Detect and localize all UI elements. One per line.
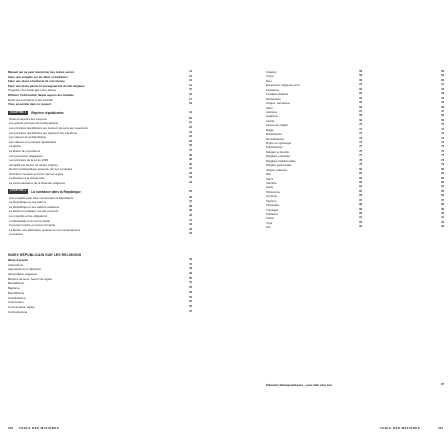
toc-entry-page: 41 [189, 218, 192, 222]
index-entry-page: 71 [441, 127, 444, 131]
index-entry-page: 69 [441, 118, 444, 122]
index-entry-page: 70 [359, 123, 362, 127]
index-entry-title: Laïcité [266, 118, 275, 123]
index-entry-title: Mythe et mythologie [266, 141, 292, 145]
index-entry-page: 93 [441, 225, 444, 229]
index-entry-page: 83 [359, 180, 362, 184]
index-entry-title: Vodou [266, 216, 274, 221]
index-entry-page: 66 [359, 105, 362, 109]
index-entry-title: Yoga [266, 220, 273, 225]
index-entry-page: 75 [359, 145, 362, 149]
index-entry-title: Besoins de sens, besoin de règles [8, 276, 53, 281]
index-entry-page: 85 [441, 189, 444, 193]
index-entry-title: Expérience religieuse et foi [266, 83, 300, 88]
index-entry [378, 225, 444, 229]
toc-entry-page: 26 [189, 144, 192, 148]
index-column-1 [266, 70, 362, 230]
toc-entry-title: Les personnes religieuses [9, 153, 43, 158]
index-entry-title: Islam [266, 105, 273, 110]
index-entry-page: 53 [189, 290, 192, 294]
index-entry [8, 310, 192, 315]
index-entry-page: 87 [441, 198, 444, 202]
index-entry-page: 67 [441, 109, 444, 113]
index-entry-page: 77 [359, 154, 362, 158]
toc-entry [8, 181, 192, 186]
right-running-title: TABLE DES MATIÈRES [380, 426, 421, 430]
index-entry-title: Manichéisme [266, 132, 283, 137]
index-entry-page: 47 [189, 262, 192, 266]
index-entry-page: 85 [359, 189, 362, 193]
chapter-tag: CHAPITRE 1 [10, 110, 27, 114]
index-entry-page: 70 [441, 123, 444, 127]
index-entry-page: 51 [189, 281, 192, 285]
index-entry-title: Images, caricatures [266, 101, 291, 106]
index-entry-page: 61 [441, 83, 444, 87]
toc-entry-title: Les principes républicains qui régissent les situations [9, 130, 77, 135]
index-entry-page: 80 [441, 167, 444, 171]
index-entry-page: 66 [441, 105, 444, 109]
left-page-number: 100 [8, 426, 14, 430]
index-entry-page: 78 [359, 158, 362, 162]
index-entry-page: 74 [441, 141, 444, 144]
index-entry-page: 60 [441, 78, 444, 82]
index-entry-page: 84 [359, 185, 362, 189]
toc-entry-page: 16 [189, 92, 192, 96]
toc-entry-title: Les grands principes de la République [9, 121, 59, 126]
index-entry-page: 64 [441, 96, 444, 100]
toc-entry-title: La République et ses valeurs [9, 200, 47, 205]
toc-entry-title: Manuel qui ne peut interpréter des textes sacrés [8, 70, 75, 74]
index-entry-page: 73 [359, 136, 362, 140]
index-entry-title: Mode d'emploi [8, 258, 29, 262]
chapter-heading [8, 189, 192, 195]
toc-entry-page: 33 [189, 176, 192, 180]
index-entry-page: 82 [359, 176, 362, 180]
toc-entry-title: L'éducation à la citoyenneté [9, 176, 45, 181]
index-entry-page: 88 [441, 203, 444, 207]
toc-entry-title: Comment mettre en œuvre la laïcité [9, 223, 56, 228]
toc-entry-title: La laïcité en pratique: les cas concrets [9, 209, 59, 214]
bibliography-title: Éléments bibliographiques – pour aller plus loin [266, 383, 333, 387]
index-entry-page: 81 [359, 172, 362, 176]
index-entry-title: Dieu [266, 78, 272, 83]
toc-entry-page: 28 [189, 153, 192, 157]
index-entry-page: 89 [359, 207, 362, 211]
toc-entry-title: La République et ses valeurs solidaires [9, 204, 60, 209]
toc-entry-page: 14 [189, 83, 192, 87]
index-entry-title: Confucianisme [8, 309, 28, 314]
index-entry-title: Alimentation religieuse [8, 272, 38, 277]
index-entry-page: 49 [189, 272, 192, 276]
index-entry-page: 65 [359, 101, 362, 105]
index-entry-title: Symbole [266, 194, 277, 199]
toc-entry-page: 38 [189, 204, 192, 208]
index-entry-page: 86 [359, 194, 362, 198]
index-entry-page: 84 [441, 185, 444, 189]
index-entry-page: 92 [359, 220, 362, 224]
index-entry-page: 81 [441, 172, 444, 176]
index-entry-page: 91 [359, 216, 362, 220]
index-entry-page: 63 [359, 92, 362, 96]
toc-entry-page: 18 [189, 102, 192, 106]
index-entry-page: 62 [359, 87, 362, 91]
index-entry-page: 55 [189, 300, 192, 304]
toc-entry-page: 25 [189, 139, 192, 143]
toc-entry-title: La reconnaissance de la diversité religieuse [9, 181, 66, 186]
index-entry-page: 65 [441, 101, 444, 105]
index-entry-page: 78 [441, 158, 444, 162]
index-entry-page: 63 [441, 92, 444, 96]
index-entry-page: 48 [189, 267, 192, 271]
toc-entry-title: Organiser des échanges entre élèves [8, 88, 57, 93]
toc-entry-title: Droits et devoirs des citoyens [9, 116, 47, 121]
index-entry-title: religion collective [266, 167, 288, 172]
chapter-title: Repères républicains [31, 110, 64, 115]
index-entry-title: Liberté de religion [266, 123, 289, 128]
toc-entry-title: Accueillir les élèves de toutes origines [9, 162, 58, 167]
index-entry-page: 72 [359, 132, 362, 136]
left-footer [8, 426, 59, 430]
toc-entry-page: 32 [189, 171, 192, 175]
index-entry-title: Fondamentalisme [266, 92, 289, 97]
intro-entries [8, 70, 192, 107]
toc-entry-page: 29 [189, 158, 192, 162]
toc-entry-title: Les principes républicains qui donnent du sens aux questions [9, 125, 88, 130]
index-entry-page: 71 [359, 127, 362, 131]
index-entry-page: 62 [441, 87, 444, 91]
index-entry-title: Religions orientales [266, 154, 291, 159]
index-entry-title: Monothéismes [266, 136, 285, 141]
index-entry-title: Adventisme [8, 262, 24, 267]
toc-entry-title: La laïcité, une alternative positive au communautarisme [9, 227, 81, 232]
index-entry-page: 76 [359, 149, 362, 153]
toc-entry [8, 102, 192, 107]
toc-entry-title: Les interdits et les obligations [9, 214, 47, 219]
index-entry-title: Théologie [266, 207, 279, 212]
index-entry-page: 75 [441, 145, 444, 149]
index-entry-page: 91 [441, 216, 444, 220]
toc-entry-title: Conclusion [9, 232, 24, 237]
right-page-number: 101 [438, 426, 444, 430]
toc-entry-title: Faire une place pleine à l'enseignement du fait religieux [8, 83, 85, 88]
index-entry-page: 86 [441, 194, 444, 198]
index-entry-title: Bouddhisme [8, 281, 25, 286]
toc-entry-page: 27 [189, 148, 192, 152]
index-entry-title: Taoïsme [266, 198, 277, 203]
toc-entry-title: La liberté de conscience [9, 148, 41, 153]
index-entry-page: 69 [359, 118, 362, 122]
index-entry-title: Bouddhisme [8, 290, 25, 295]
index-entry-page: 83 [441, 180, 444, 184]
chapter-title: La confiance dans la République [31, 189, 81, 194]
left-toc [8, 70, 192, 237]
index-entry-title: Rite [266, 172, 271, 177]
toc-entry-title: Vivre ensemble dans le respect [8, 102, 52, 107]
index-entry-page: 56 [189, 304, 192, 308]
index-entry-title: Polythéismes [266, 145, 283, 150]
index-title: INDEX RÉPUBLICAIN SUR LES RELIGIONS [8, 253, 82, 257]
toc-entry-title: Structurer l'espace commun par les règles [9, 171, 64, 176]
toc-entry-page: 40 [189, 214, 192, 218]
index-entry-page: 79 [359, 163, 362, 167]
toc-entry-title: Une enquête pour faire comprendre la République [9, 195, 74, 200]
index-entry-page: 67 [359, 109, 362, 113]
toc-entry-page: 39 [189, 209, 192, 213]
index-entry-title: Fanatisme [266, 87, 280, 92]
index-entry-page: 54 [189, 295, 192, 299]
toc-entry-page: 30 [189, 162, 192, 166]
toc-entry-page: 12 [189, 74, 192, 78]
toc-entry-page: 44 [189, 232, 192, 236]
toc-entry-page: 37 [189, 200, 192, 204]
index-column-2 [378, 70, 444, 230]
chapter-heading [8, 110, 192, 116]
left-running-title: TABLE DES MATIÈRES [19, 426, 60, 430]
index-entry-page: 46 [189, 258, 192, 261]
index-entry-title: Sacrifice [266, 180, 277, 185]
index-entry-page: 92 [441, 220, 444, 224]
toc-entry-page: 17 [189, 97, 192, 101]
index-entry-page: 87 [359, 198, 362, 202]
toc-entry-title: Faire une place à la liberté de conscience [8, 79, 65, 84]
index-entry-title: Zen [266, 225, 271, 230]
toc-entry-title: Faire une enquête sur les fêtes et traditions [8, 74, 68, 79]
index-entry-page: 74 [359, 141, 362, 144]
toc-entry-title: Les valeurs et symboles républicains [9, 139, 57, 144]
toc-entry-page: 36 [189, 195, 192, 199]
index-entry-page: 93 [359, 225, 362, 229]
index-entry [266, 225, 362, 229]
index-entry-page: 77 [441, 154, 444, 158]
index-entry-title: Sacré [266, 176, 274, 181]
index-entry-title: Religion personnelle, [266, 163, 293, 168]
index-entry-page: 58 [441, 70, 444, 73]
toc-entry-page: 43 [189, 227, 192, 231]
toc-entry-page: 23 [189, 130, 192, 134]
index-entry-page: 90 [359, 212, 362, 215]
toc-entry-page: 11 [189, 70, 192, 73]
index-entry-title: Communauté, église [8, 304, 35, 309]
index-entry-page: 68 [359, 114, 362, 118]
index-entry-page: 50 [189, 276, 192, 280]
toc-entry-page: 22 [189, 125, 192, 129]
chapter-page: 35 [189, 190, 192, 194]
index-entry-title: Magie [266, 127, 274, 132]
index-entry-page: 64 [359, 96, 362, 100]
chapter-tag: CHAPITRE 2 [10, 189, 27, 193]
index-entry-title: Agnosticisme et athéisme [8, 267, 41, 272]
toc-entry-page: 21 [189, 121, 192, 125]
index-entry-title: Jaïnisme [266, 109, 278, 114]
index-entry-page: 52 [189, 286, 192, 290]
toc-entry-title: Les principes de la loi de 1905 [9, 158, 49, 163]
index-entry-page: 58 [359, 70, 362, 73]
toc-entry [8, 232, 192, 237]
index-entry-title: Création [266, 70, 277, 74]
toc-entry-title: La laïcité [9, 144, 21, 149]
toc-entry-page: 31 [189, 167, 192, 171]
toc-entry-page: 24 [189, 135, 192, 139]
toc-entry-title: Éviter les exclusions et les interdits [8, 97, 53, 102]
index-entry-title: Baptême [8, 286, 20, 291]
toc-entry-title: Diffuser l'information laïque auprès des familles [8, 92, 74, 97]
toc-entry-page: 13 [189, 79, 192, 83]
index-entry-page: 76 [441, 149, 444, 153]
right-page [224, 0, 448, 448]
bibliography-page: 97 [441, 383, 444, 386]
index-entry-page: 82 [441, 176, 444, 180]
index-entry-page: 79 [441, 163, 444, 167]
index-block [8, 252, 192, 314]
index-entry-title: Religion et identité [266, 149, 290, 154]
index-entry-page: 59 [359, 74, 362, 78]
index-entry-page: 68 [441, 114, 444, 118]
index-entry-title: Judaïsme [266, 114, 279, 119]
index-entry-page: 57 [189, 309, 192, 313]
index-entry-title: Croire [266, 74, 274, 79]
index-entry-page: 80 [359, 167, 362, 171]
toc-entry-title: Les valeurs de la République [9, 135, 47, 140]
chapter-page: 19 [189, 111, 192, 115]
index-entry-title: Shintoïsme [266, 189, 280, 194]
index-entry-page: 73 [441, 136, 444, 140]
toc-entry-title: L'individualité et la communauté [9, 218, 51, 223]
toc-entry-page: 15 [189, 88, 192, 92]
index-entry-page: 59 [441, 74, 444, 78]
index-entry-title: Théocratie [266, 203, 280, 208]
index-entry-title: Circoncision [8, 300, 24, 305]
toc-entry-page: 20 [189, 116, 192, 120]
toc-entry-page: 34 [189, 181, 192, 185]
toc-entry-page: 42 [189, 223, 192, 227]
index-entry-page: 89 [441, 207, 444, 211]
index-entry-page: 60 [359, 78, 362, 82]
index-entry-page: 72 [441, 132, 444, 136]
index-entries [8, 258, 192, 314]
index-entry-page: 88 [359, 203, 362, 207]
index-entry-title: Religions traditionnelles [266, 158, 296, 163]
index-entry-title: Hindouisme [266, 96, 281, 101]
index-entry-page: 61 [359, 83, 362, 87]
bibliography-entry [266, 383, 444, 387]
index-entry-page: 90 [441, 212, 444, 215]
index-entry-title: Secte [266, 185, 274, 190]
index-entry-title: Tolérance [266, 212, 279, 216]
chapters-list [8, 110, 192, 237]
toc-entry-title: Rendre la République présente par ses symboles [9, 167, 73, 172]
index-entry-title: Christianisme [8, 295, 26, 300]
